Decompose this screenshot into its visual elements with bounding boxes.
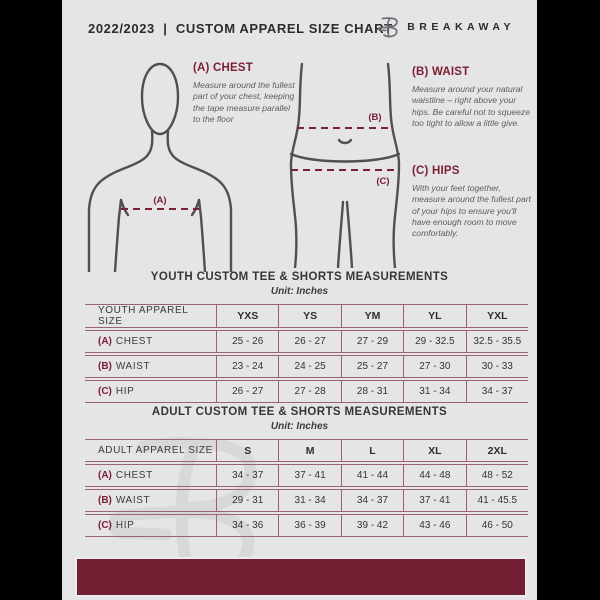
lower-body-diagram bbox=[283, 60, 407, 268]
size-col-header: YXS bbox=[216, 304, 278, 328]
size-cell: 24 - 25 bbox=[278, 355, 340, 378]
size-cell: 34 - 37 bbox=[341, 489, 403, 512]
waist-marker-label: (B) bbox=[368, 112, 382, 123]
size-cell: 41 - 44 bbox=[341, 464, 403, 487]
size-cell: 31 - 34 bbox=[278, 489, 340, 512]
youth-size-header: YOUTH APPAREL SIZE bbox=[85, 304, 216, 328]
row-prefix: (B) bbox=[98, 361, 112, 372]
row-prefix: (A) bbox=[98, 470, 112, 481]
row-name: CHEST bbox=[115, 336, 153, 347]
size-col-header: 2XL bbox=[466, 439, 528, 462]
row-prefix: (C) bbox=[98, 386, 112, 397]
table-row bbox=[85, 355, 528, 378]
size-col-header: YXL bbox=[466, 304, 528, 328]
size-cell: 29 - 32.5 bbox=[403, 330, 465, 353]
waist-text: Measure around your natural waistline – right above your hips. Be careful not to squeeze too tight to allow a little give. bbox=[412, 84, 531, 129]
size-cell: 30 - 33 bbox=[466, 355, 528, 378]
page-title: 2022/2023 | CUSTOM APPAREL SIZE CHART bbox=[88, 21, 393, 36]
size-col-header: YS bbox=[278, 304, 340, 328]
size-col-header: YM bbox=[341, 304, 403, 328]
row-label bbox=[85, 464, 216, 487]
size-cell: 27 - 29 bbox=[341, 330, 403, 353]
size-cell: 31 - 34 bbox=[403, 380, 465, 403]
size-cell: 34 - 37 bbox=[216, 464, 278, 487]
chest-text: Measure around the fullest part of your chest, keeping the tape measure parallel to the floor bbox=[193, 80, 295, 125]
size-cell: 37 - 41 bbox=[403, 489, 465, 512]
size-cell: 34 - 36 bbox=[216, 514, 278, 537]
adult-size-header: ADULT APPAREL SIZE bbox=[85, 439, 216, 462]
size-col-header: M bbox=[278, 439, 340, 462]
brand-name: BREAKAWAY bbox=[407, 21, 515, 33]
row-name: HIP bbox=[115, 520, 135, 531]
size-cell: 48 - 52 bbox=[466, 464, 528, 487]
table-row bbox=[85, 464, 528, 487]
table-row bbox=[85, 380, 528, 403]
chest-heading: (A) CHEST bbox=[193, 62, 253, 74]
chest-marker-label: (A) bbox=[153, 195, 167, 206]
hips-marker-label: (C) bbox=[376, 176, 390, 187]
adult-table-unit: Unit: Inches bbox=[270, 421, 329, 432]
row-prefix: (B) bbox=[98, 495, 112, 506]
youth-header-row bbox=[85, 304, 528, 328]
size-col-header: L bbox=[341, 439, 403, 462]
size-cell: 27 - 30 bbox=[403, 355, 465, 378]
size-cell: 26 - 27 bbox=[216, 380, 278, 403]
row-label bbox=[85, 514, 216, 537]
adult-header-row bbox=[85, 439, 528, 462]
row-prefix: (C) bbox=[98, 520, 112, 531]
size-cell: 39 - 42 bbox=[341, 514, 403, 537]
size-cell: 46 - 50 bbox=[466, 514, 528, 537]
row-label bbox=[85, 355, 216, 378]
youth-size-table bbox=[85, 302, 528, 405]
table-row bbox=[85, 330, 528, 353]
waist-instructions bbox=[412, 66, 530, 129]
size-col-header: XL bbox=[403, 439, 465, 462]
breakaway-b-logo-icon bbox=[376, 14, 400, 40]
chest-instructions bbox=[193, 62, 295, 125]
row-name: WAIST bbox=[115, 495, 151, 506]
size-cell: 28 - 31 bbox=[341, 380, 403, 403]
size-cell: 34 - 37 bbox=[466, 380, 528, 403]
size-cell: 29 - 31 bbox=[216, 489, 278, 512]
size-cell: 26 - 27 bbox=[278, 330, 340, 353]
size-cell: 25 - 27 bbox=[341, 355, 403, 378]
adult-table-title: ADULT CUSTOM TEE & SHORTS MEASUREMENTS bbox=[151, 406, 448, 418]
row-label bbox=[85, 380, 216, 403]
size-col-header: YL bbox=[403, 304, 465, 328]
table-row bbox=[85, 489, 528, 512]
size-cell: 25 - 26 bbox=[216, 330, 278, 353]
hips-heading: (C) HIPS bbox=[412, 165, 460, 177]
row-name: CHEST bbox=[115, 470, 153, 481]
size-cell: 41 - 45.5 bbox=[466, 489, 528, 512]
row-label bbox=[85, 489, 216, 512]
waist-heading: (B) WAIST bbox=[412, 66, 470, 78]
row-label bbox=[85, 330, 216, 353]
row-name: WAIST bbox=[115, 361, 151, 372]
size-cell: 37 - 41 bbox=[278, 464, 340, 487]
brand-block bbox=[376, 14, 515, 40]
adult-size-table bbox=[85, 437, 528, 539]
row-name: HIP bbox=[115, 386, 135, 397]
size-cell: 36 - 39 bbox=[278, 514, 340, 537]
youth-table-title: YOUTH CUSTOM TEE & SHORTS MEASUREMENTS bbox=[150, 271, 449, 283]
footer-bar bbox=[75, 557, 527, 597]
youth-table-unit: Unit: Inches bbox=[270, 286, 329, 297]
size-cell: 44 - 48 bbox=[403, 464, 465, 487]
table-row bbox=[85, 514, 528, 537]
size-cell: 32.5 - 35.5 bbox=[466, 330, 528, 353]
size-cell: 27 - 28 bbox=[278, 380, 340, 403]
size-chart-document bbox=[62, 0, 537, 600]
size-cell: 23 - 24 bbox=[216, 355, 278, 378]
size-cell: 43 - 46 bbox=[403, 514, 465, 537]
row-prefix: (A) bbox=[98, 336, 112, 347]
hips-instructions bbox=[412, 165, 536, 240]
size-col-header: S bbox=[216, 439, 278, 462]
hips-text: With your feet together, measure around the fullest part of your hips to ensure you'll have enough room to move comfortably. bbox=[412, 183, 531, 239]
